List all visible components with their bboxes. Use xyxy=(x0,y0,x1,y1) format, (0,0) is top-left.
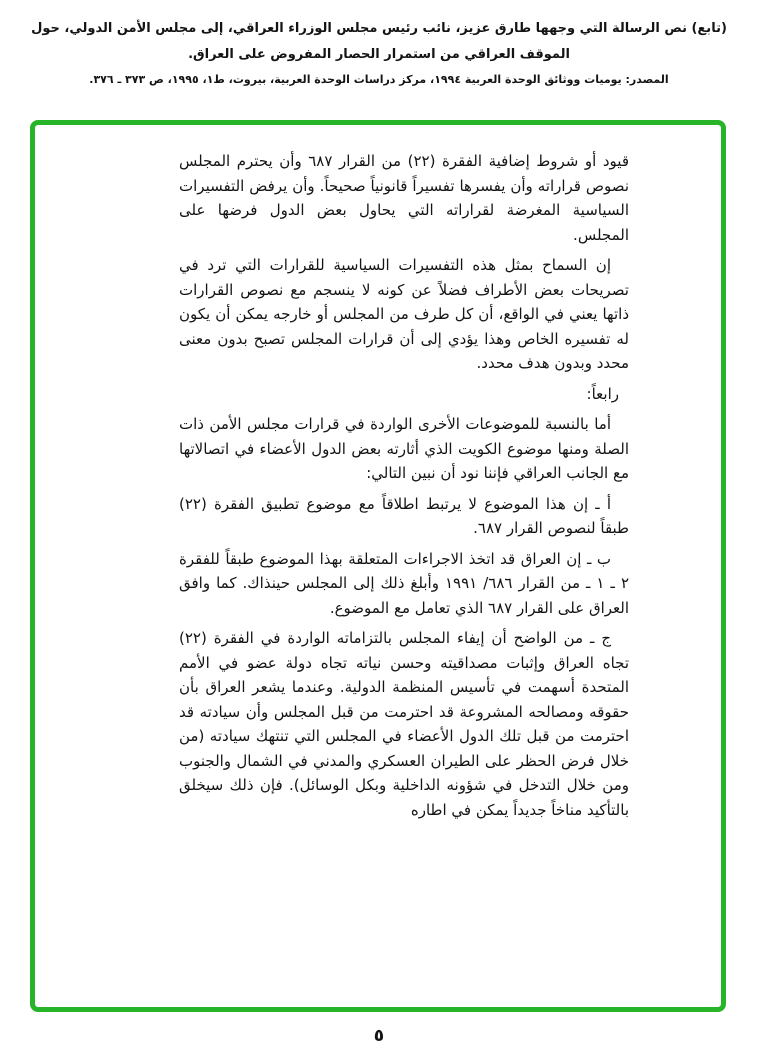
body-text-column xyxy=(179,149,629,828)
body-paragraph-item-a: أ ـ إن هذا الموضوع لا يرتبط اطلاقاً مع موضوع تطبيق الفقرة (٢٢) طبقاً لنصوص القرار ٦٨٧. xyxy=(179,494,629,537)
page-number: ٥ xyxy=(373,1026,385,1046)
section-heading-fourth: رابعاً: xyxy=(586,384,619,403)
header-source-line: المصدر: يوميات ووثائق الوحدة العربية ١٩٩٤، مركز دراسات الوحدة العربية، بيروت، ط١، ١٩٩٥، ص ٣٧٣ ـ ٣٧٦. xyxy=(89,73,669,86)
document-footer xyxy=(0,1026,758,1046)
body-paragraph-other-topics: أما بالنسبة للموضوعات الأخرى الواردة في قرارات مجلس الأمن ذات الصلة ومنها موضوع الكويت الذي أثارته بعض الدول الأعضاء في اتصالاتها مع الجانب العراقي فإننا نود أن نبين التالي: xyxy=(179,415,629,482)
body-paragraph-item-c: ج ـ من الواضح أن إيفاء المجلس بالتزاماته الواردة في الفقرة (٢٢) تجاه العراق وإثبات مصداقيته وحسن نياته تجاه دولة عضو في الأمم المتحدة أسهمت في تأسيس المنظمة الدولية. وعندما يشعر العراق بأن حقوقه ومصالحه المشروعة قد احترمت من قبل المجلس وأن سيادته قد احترمت من قبل تلك الدول الأعضاء في المجلس التي تنتهك سيادته (من خلال فرض الحظر على الطيران العسكري والمدني في الشمال والجنوب ومن خلال التدخل في شؤونه الداخلية وبكل الوسائل). فإن ذلك سيخلق بالتأكيد مناخاً جديداً يمكن في اطاره xyxy=(179,629,629,819)
body-paragraph-continuation: قيود أو شروط إضافية الفقرة (٢٢) من القرار ٦٨٧ وأن يحترم المجلس نصوص قراراته وأن يفسرها تفسيراً قانونياً صحيحاً. وأن يرفض التفسيرات السياسية المغرضة لقراراته التي يحاول بعض الدول فرضها على المجلس. xyxy=(179,152,629,244)
header-title-line1: (تابع) نص الرسالة التي وجهها طارق عزيز، نائب رئيس مجلس الوزراء العراقي، إلى مجلس الأمن الدولي، حول xyxy=(31,21,727,36)
header-title-line2: الموقف العراقي من استمرار الحصار المفروض على العراق. xyxy=(188,47,570,62)
body-paragraph-interpretations: إن السماح بمثل هذه التفسيرات السياسية للقرارات التي ترد في تصريحات بعض الأطراف فضلاً عن كونه لا ينسجم مع نصوص القرارات ذاتها يعني في الواقع، أن كل طرف من المجلس أو خارجه يمكن أن يكون له تفسيره الخاص وهذا يؤدي إلى أن قرارات المجلس تصبح بدون معنى محدد وبدون هدف محدد. xyxy=(179,256,629,372)
content-border-box xyxy=(30,120,726,1012)
body-paragraph-item-b: ب ـ إن العراق قد اتخذ الاجراءات المتعلقة بهذا الموضوع طبقاً للفقرة ٢ ـ ١ ـ من القرار ٦٨٦/ ١٩٩١ وأبلغ ذلك إلى المجلس حينذاك. كما وافق العراق على القرار ٦٨٧ الذي تعامل مع الموضوع. xyxy=(179,549,629,617)
document-header xyxy=(0,16,758,92)
